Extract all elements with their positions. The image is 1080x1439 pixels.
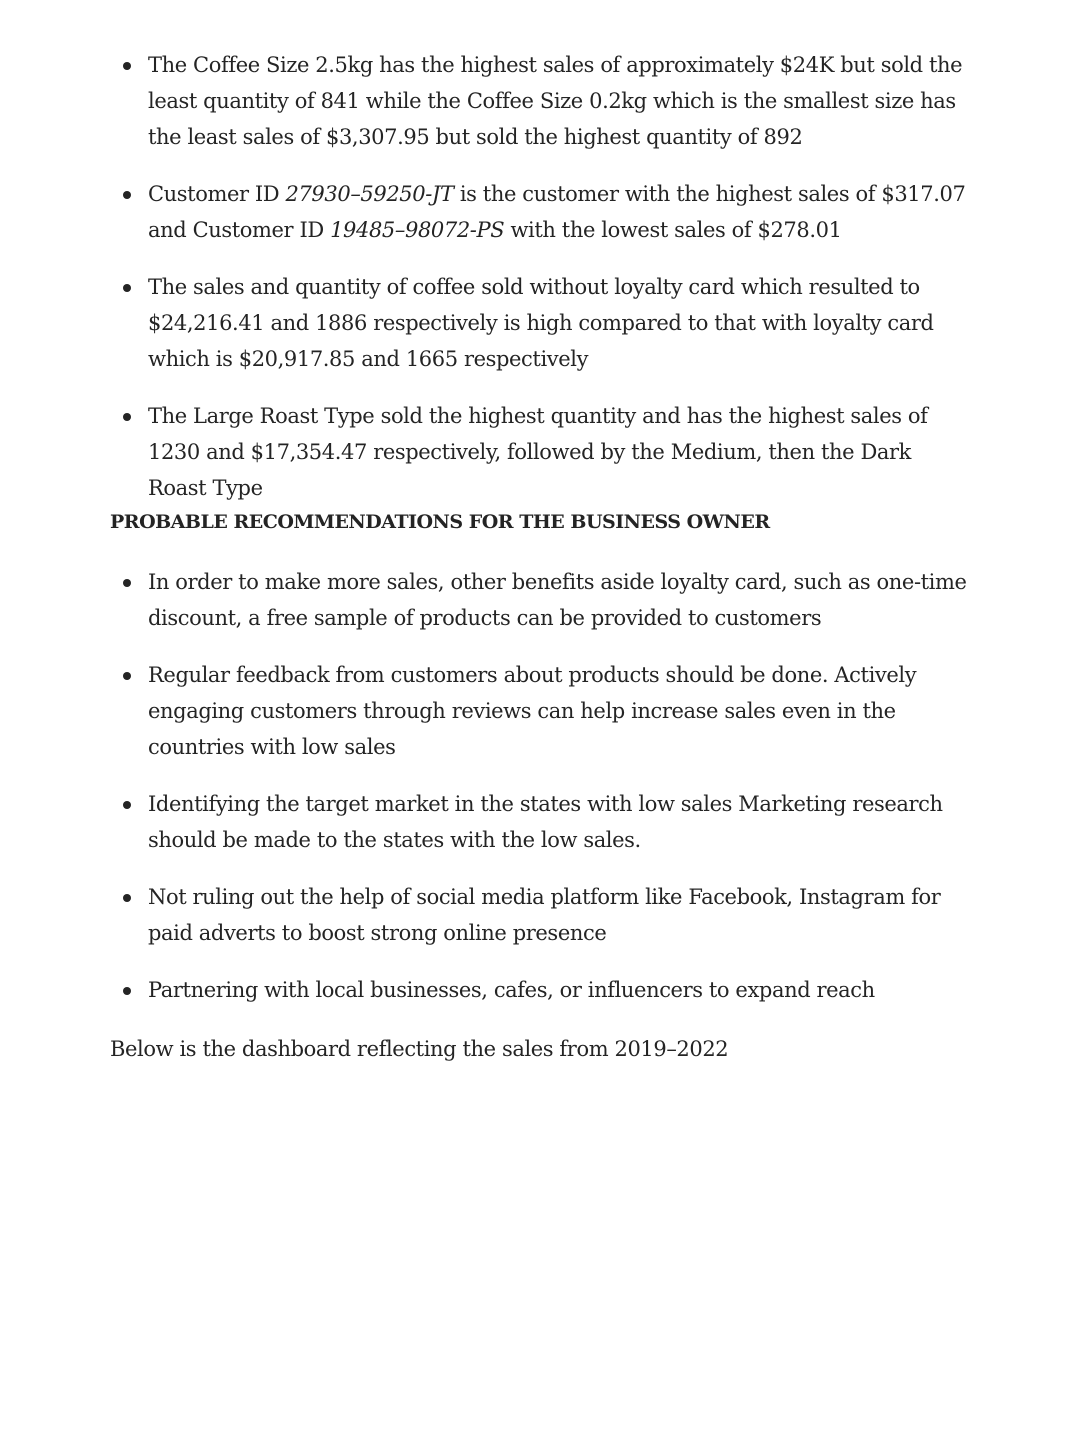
recommendations-item-text: Identifying the target market in the states with low sales Marketing research should be made to the states with the low sales. (148, 792, 943, 852)
bullet-icon (123, 413, 131, 421)
recommendations-item-text: Regular feedback from customers about products should be done. Actively engaging customers through reviews can help increase sales even in the countries with low sales (148, 663, 917, 759)
recommendations-item-text: Not ruling out the help of social media platform like Facebook, Instagram for paid adverts to boost strong online presence (148, 885, 941, 945)
bullet-icon (123, 579, 131, 587)
closing-paragraph: Below is the dashboard reflecting the sales from 2019–2022 (110, 1037, 729, 1061)
recommendations-item (110, 786, 970, 858)
recommendations-heading: PROBABLE RECOMMENDATIONS FOR THE BUSINESS OWNER (110, 511, 770, 533)
findings-item-loyalty-card (110, 269, 970, 377)
findings-item-customer-id (110, 176, 970, 248)
bullet-icon (123, 801, 131, 809)
findings-item-text: The Coffee Size 2.5kg has the highest sales of approximately $24K but sold the least quantity of 841 while the Coffee Size 0.2kg which is the smallest size has the least sales of $3,307.95 but sold the highest quantity of 892 (148, 53, 963, 149)
customer-id-highest: 27930–59250-JT (285, 182, 454, 206)
customer-id-lowest: 19485–98072-PS (330, 218, 505, 242)
bullet-icon (123, 672, 131, 680)
bullet-icon (123, 894, 131, 902)
recommendations-item (110, 564, 970, 636)
findings-item-text: The sales and quantity of coffee sold without loyalty card which resulted to $24,216.41 and 1886 respectively is high compared to that with loyalty card which is $20,917.85 and 1665 respectively (148, 275, 934, 371)
recommendations-item (110, 972, 970, 1008)
findings-item-roast-type (110, 398, 970, 506)
recommendations-item-text: In order to make more sales, other benefits aside loyalty card, such as one-time discount, a free sample of products can be provided to customers (148, 570, 967, 630)
findings-item-text: is the customer with the highest sales of $317.07 and Customer ID (148, 182, 966, 242)
recommendations-item (110, 879, 970, 951)
bullet-icon (123, 191, 131, 199)
findings-item-coffee-size (110, 47, 970, 155)
findings-list (110, 47, 970, 506)
bullet-icon (123, 987, 131, 995)
bullet-icon (123, 284, 131, 292)
findings-item-text: Customer ID (148, 182, 286, 206)
bullet-icon (123, 62, 131, 70)
findings-item-text: with the lowest sales of $278.01 (504, 218, 842, 242)
recommendations-item (110, 657, 970, 765)
recommendations-item-text: Partnering with local businesses, cafes, or influencers to expand reach (148, 978, 875, 1002)
recommendations-list (110, 564, 970, 1008)
findings-item-text: The Large Roast Type sold the highest quantity and has the highest sales of 1230 and $17,354.47 respectively, followed by the Medium, then the Dark Roast Type (148, 404, 928, 500)
